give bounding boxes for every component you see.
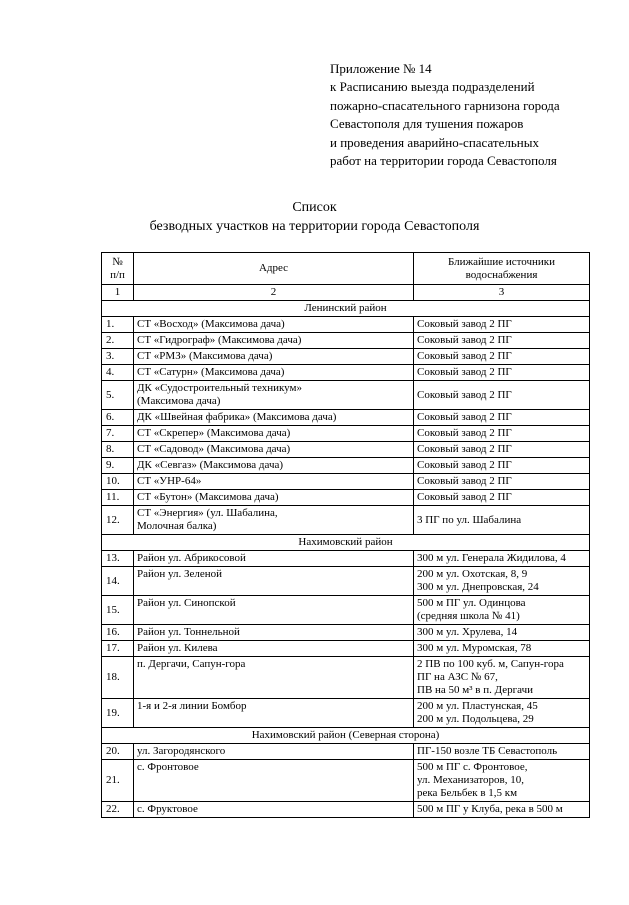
source-cell — [414, 381, 590, 410]
row-number: 9. — [102, 458, 134, 474]
row-number: 22. — [102, 802, 134, 818]
address-line: Район ул. Зеленой — [137, 568, 223, 580]
address-cell — [134, 567, 414, 596]
source-cell — [414, 657, 590, 699]
source-line: Соковый завод 2 ПГ — [417, 366, 512, 378]
source-line: река Бельбек в 1,5 км — [417, 787, 518, 799]
row-number: 6. — [102, 410, 134, 426]
appendix-line: и проведения аварийно-спасательных — [330, 134, 539, 150]
source-line: Соковый завод 2 ПГ — [417, 459, 512, 471]
source-cell — [414, 365, 590, 381]
row-number: 18. — [102, 657, 134, 699]
table-row — [102, 317, 590, 333]
address-cell — [134, 458, 414, 474]
source-cell — [414, 551, 590, 567]
source-line: Соковый завод 2 ПГ — [417, 427, 512, 439]
source-line: 2 ПВ по 100 куб. м, Сапун-гора — [417, 658, 564, 670]
address-cell — [134, 410, 414, 426]
row-number: 15. — [102, 596, 134, 625]
table-row — [102, 657, 590, 699]
address-line: п. Дергачи, Сапун-гора — [137, 658, 246, 670]
table-row — [102, 410, 590, 426]
header-sources-line2: водоснабжения — [465, 268, 538, 281]
source-line: ПГ-150 возле ТБ Севастополь — [417, 745, 558, 757]
address-line: 1-я и 2-я линии Бомбор — [137, 700, 247, 712]
row-number: 14. — [102, 567, 134, 596]
address-line: Район ул. Синопской — [137, 597, 236, 609]
table-row — [102, 349, 590, 365]
district-row — [102, 301, 590, 317]
source-line: ул. Механизаторов, 10, — [417, 774, 524, 786]
row-number: 7. — [102, 426, 134, 442]
source-cell — [414, 442, 590, 458]
district-name: Нахимовский район (Северная сторона) — [102, 728, 590, 744]
district-name: Ленинский район — [102, 301, 590, 317]
row-number: 16. — [102, 625, 134, 641]
address-cell — [134, 744, 414, 760]
source-line: 300 м ул. Днепровская, 24 — [417, 581, 539, 593]
column-number-row — [102, 285, 590, 301]
source-cell — [414, 760, 590, 802]
row-number: 19. — [102, 699, 134, 728]
address-cell — [134, 474, 414, 490]
address-line: СТ «Восход» (Максимова дача) — [137, 318, 285, 330]
source-line: ПВ на 50 м³ в п. Дергачи — [417, 684, 534, 696]
address-line: СТ «Гидрограф» (Максимова дача) — [137, 334, 302, 346]
appendix-heading — [330, 60, 620, 170]
appendix-line: к Расписанию выезда подразделений — [330, 79, 535, 95]
address-cell — [134, 760, 414, 802]
address-line: СТ «Бутон» (Максимова дача) — [137, 491, 279, 503]
address-line: ДК «Судостроительный техникум» — [137, 382, 302, 394]
address-cell — [134, 349, 414, 365]
source-cell — [414, 506, 590, 535]
address-cell — [134, 551, 414, 567]
address-cell — [134, 317, 414, 333]
header-number-line1: № — [112, 255, 123, 268]
table-row — [102, 381, 590, 410]
source-line: 300 м ул. Муромская, 78 — [417, 642, 532, 654]
table-row — [102, 641, 590, 657]
column-number: 2 — [134, 285, 414, 301]
source-line: 200 м ул. Охотская, 8, 9 — [417, 568, 528, 580]
table-row — [102, 625, 590, 641]
address-line: ДК «Швейная фабрика» (Максимова дача) — [137, 411, 337, 423]
source-line: Соковый завод 2 ПГ — [417, 334, 512, 346]
source-cell — [414, 490, 590, 506]
source-line: 500 м ПГ с. Фронтовое, — [417, 761, 528, 773]
address-line: СТ «Энергия» (ул. Шабалина, — [137, 507, 278, 519]
address-line: (Максимова дача) — [137, 395, 221, 407]
source-line: Соковый завод 2 ПГ — [417, 350, 512, 362]
source-cell — [414, 596, 590, 625]
table-header-row — [102, 253, 590, 285]
source-cell — [414, 410, 590, 426]
source-line: 500 м ПГ у Клуба, река в 500 м — [417, 803, 563, 815]
source-cell — [414, 426, 590, 442]
source-line: ПГ на АЗС № 67, — [417, 671, 498, 683]
district-row — [102, 728, 590, 744]
source-cell — [414, 802, 590, 818]
header-number-line2: п/п — [110, 268, 125, 281]
address-line: Район ул. Абрикосовой — [137, 552, 246, 564]
source-line: Соковый завод 2 ПГ — [417, 475, 512, 487]
appendix-line: работ на территории города Севастополя — [330, 153, 557, 169]
table-row — [102, 699, 590, 728]
address-line: Район ул. Тоннельной — [137, 626, 240, 638]
row-number: 3. — [102, 349, 134, 365]
header-sources — [414, 253, 590, 285]
table-row — [102, 567, 590, 596]
appendix-line: пожарно-спасательного гарнизона города — [330, 97, 560, 113]
row-number: 8. — [102, 442, 134, 458]
address-cell — [134, 506, 414, 535]
address-line: СТ «Садовод» (Максимова дача) — [137, 443, 291, 455]
source-line: 300 м ул. Генерала Жидилова, 4 — [417, 552, 566, 564]
address-line: СТ «Скрепер» (Максимова дача) — [137, 427, 291, 439]
waterless-areas-table — [101, 252, 590, 818]
table-row — [102, 506, 590, 535]
table-row — [102, 442, 590, 458]
source-cell — [414, 567, 590, 596]
source-cell — [414, 744, 590, 760]
address-cell — [134, 625, 414, 641]
address-line: Район ул. Килева — [137, 642, 218, 654]
table-row — [102, 426, 590, 442]
address-cell — [134, 641, 414, 657]
source-cell — [414, 474, 590, 490]
row-number: 11. — [102, 490, 134, 506]
table-row — [102, 365, 590, 381]
address-cell — [134, 596, 414, 625]
row-number: 10. — [102, 474, 134, 490]
source-line: 3 ПГ по ул. Шабалина — [417, 513, 522, 526]
source-cell — [414, 333, 590, 349]
district-row — [102, 535, 590, 551]
address-line: СТ «РМЗ» (Максимова дача) — [137, 350, 273, 362]
column-number: 3 — [414, 285, 590, 301]
table-row — [102, 458, 590, 474]
table-row — [102, 551, 590, 567]
address-cell — [134, 490, 414, 506]
address-cell — [134, 657, 414, 699]
source-cell — [414, 625, 590, 641]
header-address: Адрес — [134, 253, 414, 285]
address-line: СТ «Сатурн» (Максимова дача) — [137, 366, 285, 378]
source-line: 200 м ул. Пластунская, 45 — [417, 700, 538, 712]
address-line: с. Фронтовое — [137, 761, 199, 773]
address-cell — [134, 381, 414, 410]
source-line: 500 м ПГ ул. Одинцова — [417, 597, 526, 609]
table-row — [102, 760, 590, 802]
document-subtitle: безводных участков на территории города Севастополя — [149, 219, 480, 234]
address-line: ул. Загородянского — [137, 745, 226, 757]
table-row — [102, 802, 590, 818]
header-number — [102, 253, 134, 285]
row-number: 2. — [102, 333, 134, 349]
address-cell — [134, 426, 414, 442]
row-number: 20. — [102, 744, 134, 760]
source-line: Соковый завод 2 ПГ — [417, 388, 512, 401]
source-line: Соковый завод 2 ПГ — [417, 411, 512, 423]
address-line: ДК «Севгаз» (Максимова дача) — [137, 459, 284, 471]
table-body — [102, 301, 590, 818]
source-line: (средняя школа № 41) — [417, 610, 520, 622]
source-line: Соковый завод 2 ПГ — [417, 318, 512, 330]
row-number: 1. — [102, 317, 134, 333]
row-number: 21. — [102, 760, 134, 802]
address-cell — [134, 442, 414, 458]
source-line: Соковый завод 2 ПГ — [417, 443, 512, 455]
address-cell — [134, 699, 414, 728]
address-line: СТ «УНР-64» — [137, 475, 202, 487]
address-line: с. Фруктовое — [137, 803, 198, 815]
table-row — [102, 490, 590, 506]
address-cell — [134, 802, 414, 818]
column-number: 1 — [102, 285, 134, 301]
source-line: 300 м ул. Хрулева, 14 — [417, 626, 518, 638]
row-number: 4. — [102, 365, 134, 381]
row-number: 12. — [102, 506, 134, 535]
source-cell — [414, 349, 590, 365]
row-number: 17. — [102, 641, 134, 657]
address-cell — [134, 365, 414, 381]
appendix-line: Приложение № 14 — [330, 61, 432, 76]
table-row — [102, 333, 590, 349]
address-cell — [134, 333, 414, 349]
source-cell — [414, 458, 590, 474]
header-sources-line1: Ближайшие источники — [447, 255, 556, 268]
appendix-line: Севастополя для тушения пожаров — [330, 116, 524, 132]
source-cell — [414, 699, 590, 728]
row-number: 13. — [102, 551, 134, 567]
district-name: Нахимовский район — [102, 535, 590, 551]
table-row — [102, 596, 590, 625]
row-number: 5. — [102, 381, 134, 410]
source-line: Соковый завод 2 ПГ — [417, 491, 512, 503]
source-cell — [414, 641, 590, 657]
table-row — [102, 744, 590, 760]
address-line: Молочная балка) — [137, 520, 217, 532]
source-line: 200 м ул. Подольцева, 29 — [417, 713, 534, 725]
table-row — [102, 474, 590, 490]
document-title: Список — [292, 200, 337, 215]
source-cell — [414, 317, 590, 333]
